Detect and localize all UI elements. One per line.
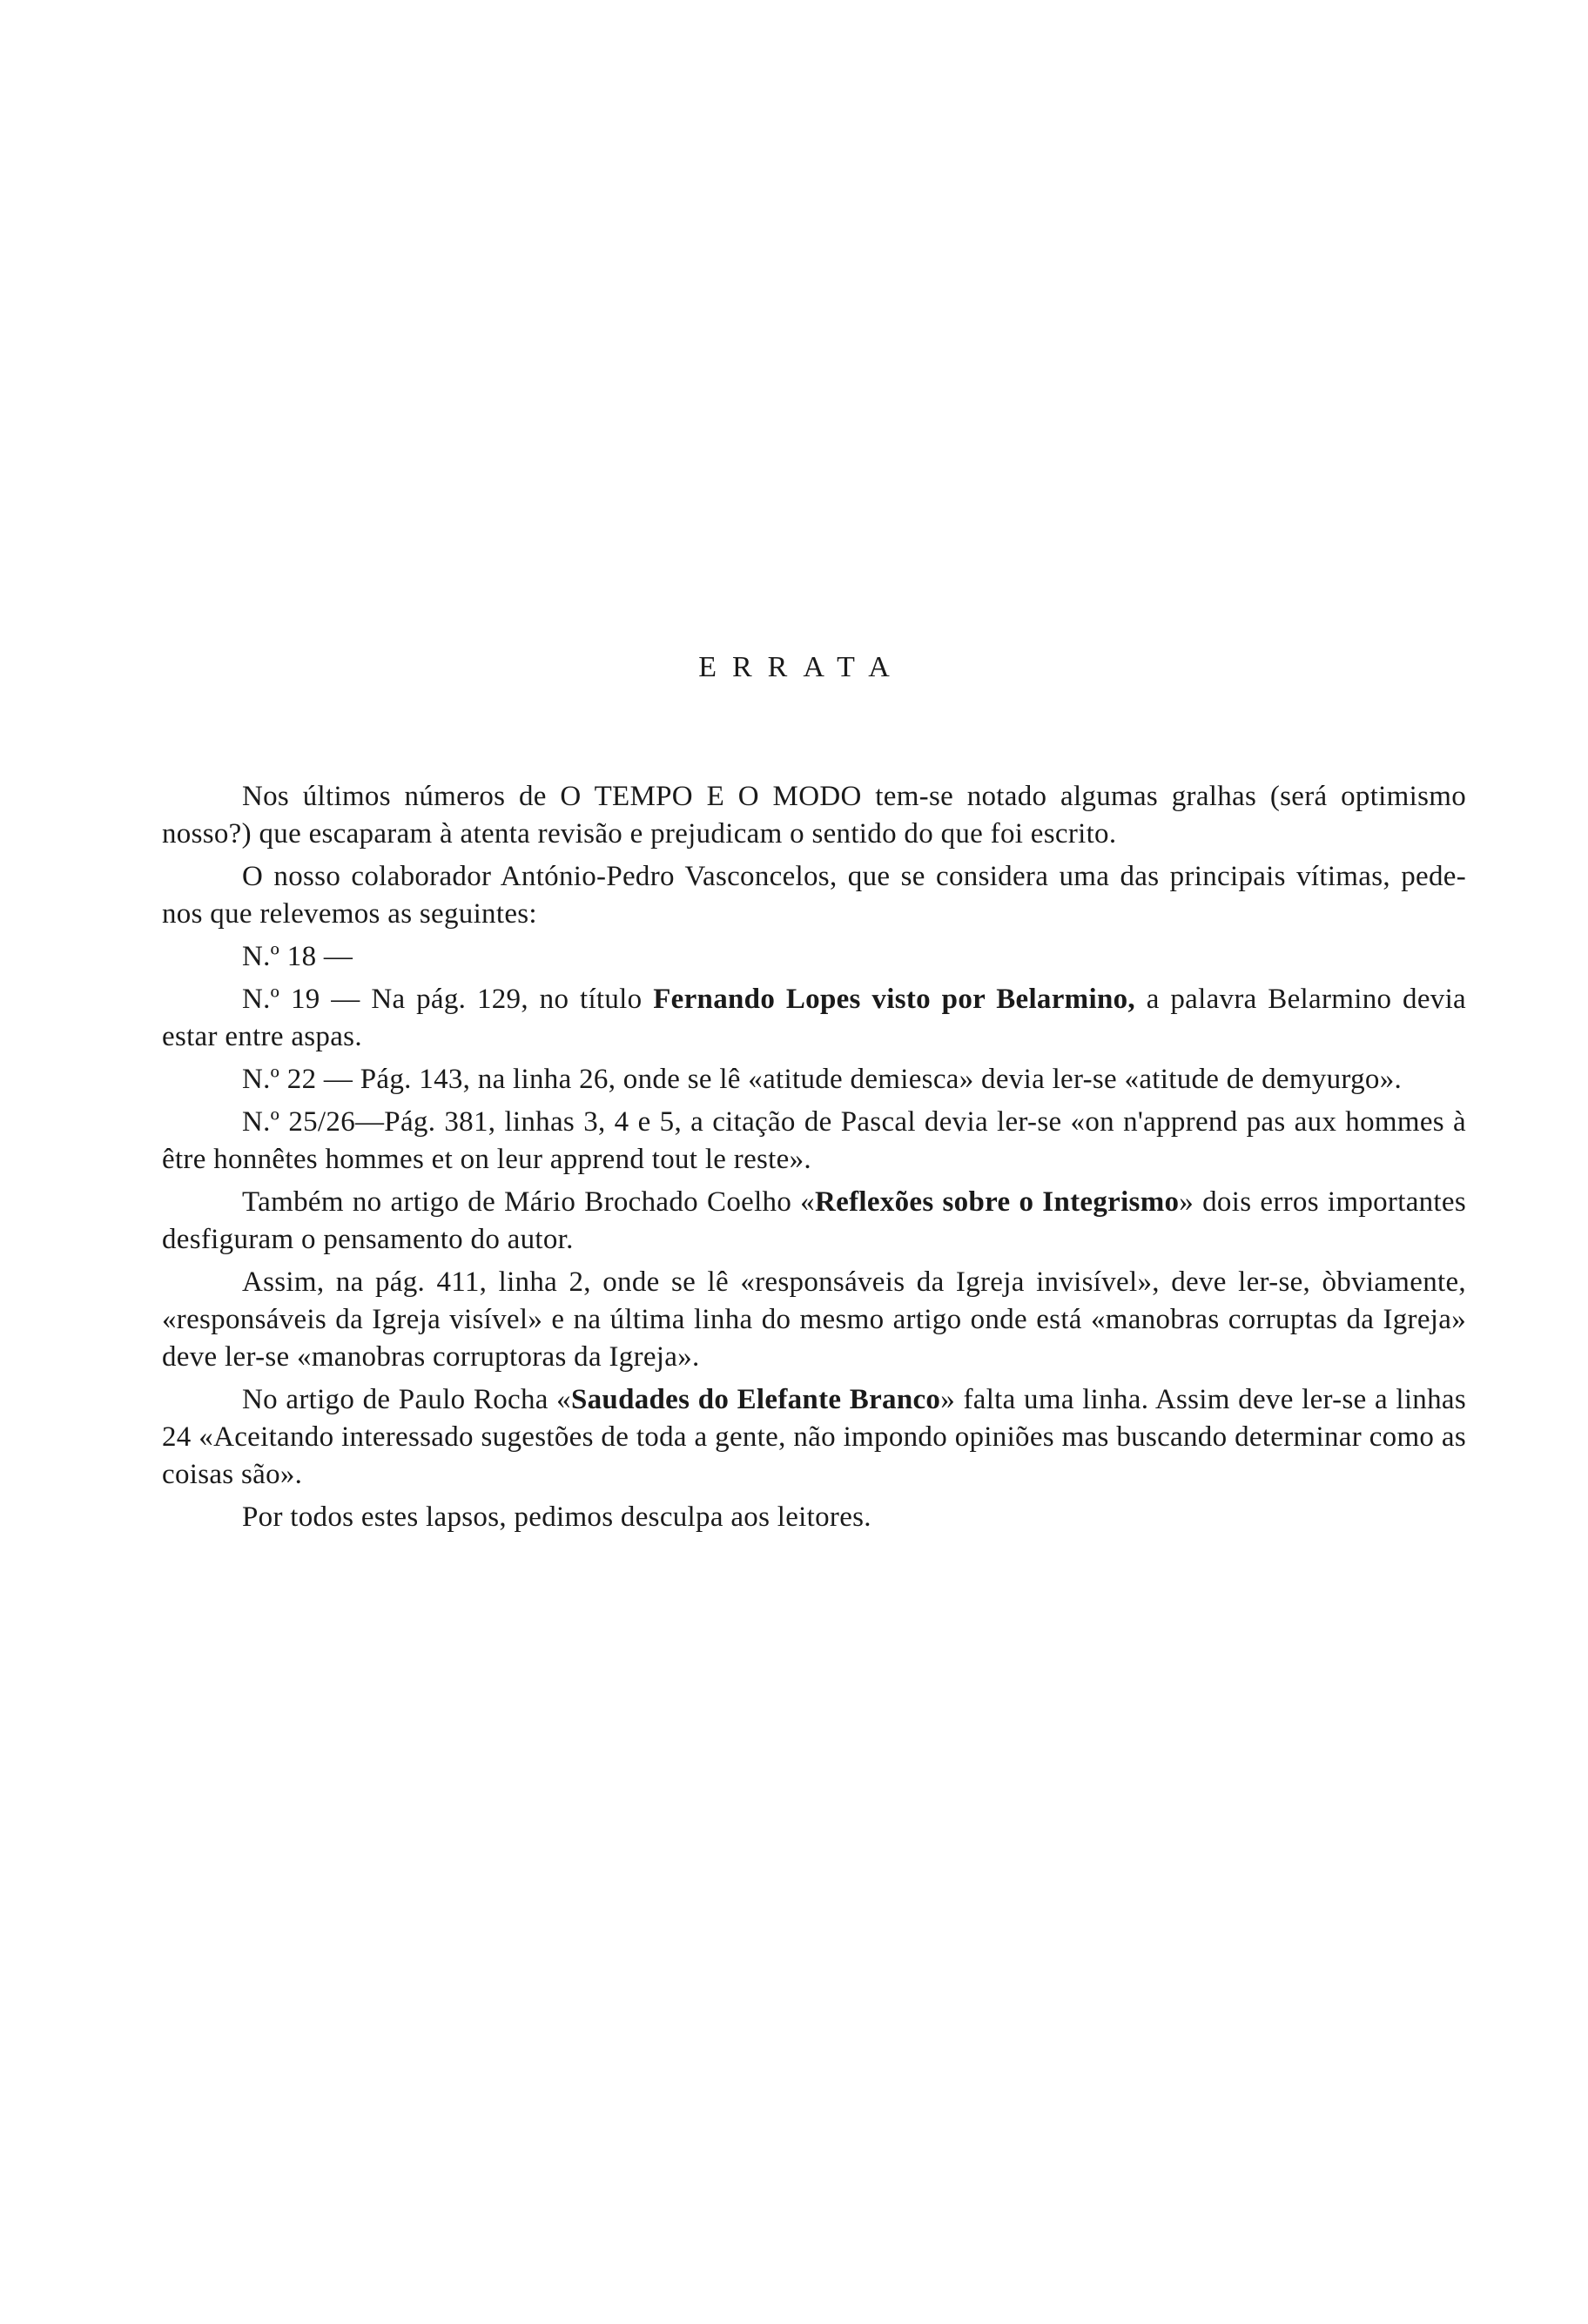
paragraph-number-18: N.º 18 — (242, 941, 353, 972)
page-title: ERRATA (698, 651, 905, 683)
text-segment: a palavra Belarmino devia estar entre aspas. (162, 984, 1466, 1052)
paragraph-number-25-26: N.º 25/26—Pág. 381, linhas 3, 4 e 5, a citação de Pascal devia ler-se «on n'apprend pas aux hommes à être honnêtes hommes et on leur apprend tout le reste». (162, 1106, 1466, 1175)
paragraph-corrections: Assim, na pág. 411, linha 2, onde se lê «responsáveis da Igreja invisível», deve ler-se, òbviamente, «responsáveis da Igreja visível» e na última linha do mesmo artigo onde está «manobras corruptas da Igreja» deve ler-se «manobras corruptoras da Igreja». (162, 1266, 1466, 1373)
paragraph-apology: Por todos estes lapsos, pedimos desculpa aos leitores. (242, 1501, 871, 1533)
text-segment: » falta uma linha. Assim deve ler-se a linhas 24 «Aceitando interessado sugestões de toda a gente, não impondo opiniões mas buscando determinar como as coisas são». (162, 1384, 1466, 1490)
text-segment: Também no artigo de Mário Brochado Coelho « (242, 1186, 815, 1218)
article-title-bold: Reflexões sobre o Integrismo (815, 1186, 1180, 1218)
text-segment: No artigo de Paulo Rocha « (242, 1384, 571, 1415)
text-segment: » dois erros importantes desfiguram o pensamento do autor. (162, 1186, 1466, 1255)
paragraph-elefante (162, 1381, 1466, 1494)
paragraph-collaborator: O nosso colaborador António-Pedro Vasconcelos, que se considera uma das principais vítimas, pede-nos que relevemos as seguintes: (162, 861, 1466, 930)
errata-body (162, 778, 1466, 1541)
paragraph-integrismo (162, 1184, 1466, 1259)
paragraph-intro: Nos últimos números de O TEMPO E O MODO tem-se notado algumas gralhas (será optimismo nosso?) que escaparam à atenta revisão e prejudicam o sentido do que foi escrito. (162, 781, 1466, 850)
text-segment: N.º 19 — Na pág. 129, no título (242, 984, 654, 1015)
paragraph-number-22: N.º 22 — Pág. 143, na linha 26, onde se lê «atitude demiesca» devia ler-se «atitude de demyurgo». (242, 1064, 1403, 1095)
article-title-bold: Saudades do Elefante Branco (570, 1384, 941, 1415)
article-title-bold: Fernando Lopes visto por Belarmino, (653, 984, 1135, 1015)
paragraph-number-19 (162, 981, 1466, 1056)
